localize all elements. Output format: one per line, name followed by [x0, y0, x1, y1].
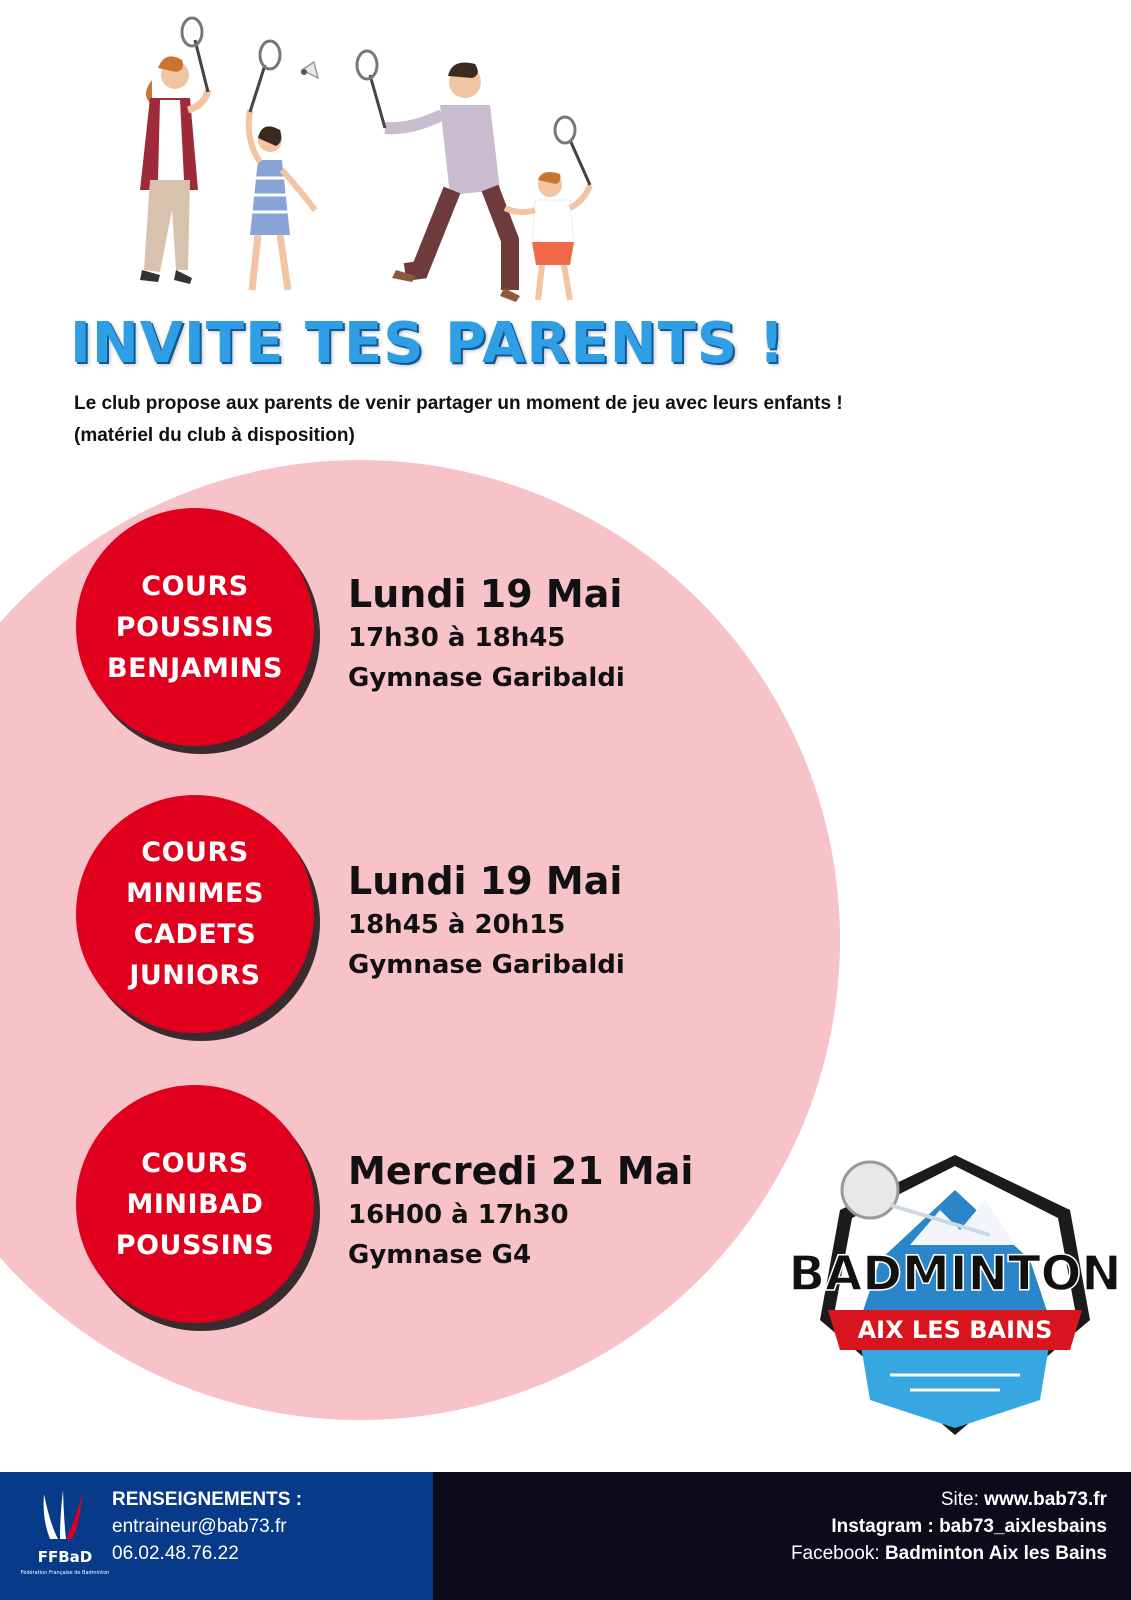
contact-email-link[interactable]: entraineur@bab73.fr — [112, 1516, 287, 1537]
facebook-line — [791, 1540, 1107, 1567]
badminton-club-logo-icon — [788, 1150, 1122, 1440]
badge-line: JUNIORS — [129, 960, 261, 991]
course-badge — [76, 795, 314, 1033]
badge-line: COURS — [141, 1147, 249, 1179]
badge-line: COURS — [141, 837, 249, 868]
site-line — [791, 1486, 1107, 1513]
session-day: Lundi 19 Mai — [348, 572, 623, 616]
session-time: 18h45 à 20h15 — [348, 910, 566, 940]
page-title: INVITE TES PARENTS ! — [70, 311, 786, 376]
ffbad-logo-small: Fédération Française de Badminton — [20, 1570, 110, 1576]
logo-line-2: AIX LES BAINS — [857, 1316, 1053, 1344]
girl-player-figure — [249, 41, 315, 290]
badge-line: BENJAMINS — [106, 652, 284, 684]
session-info — [348, 1147, 693, 1275]
contact-block — [112, 1486, 302, 1567]
course-badge — [76, 508, 314, 746]
woman-player-figure — [140, 18, 208, 284]
session-day: Mercredi 21 Mai — [348, 1149, 694, 1193]
social-links — [791, 1486, 1107, 1567]
session-time: 17h30 à 18h45 — [348, 623, 566, 653]
instagram-link[interactable]: bab73_aixlesbains — [939, 1516, 1107, 1537]
family-badminton-illustration — [80, 20, 640, 320]
contact-heading: RENSEIGNEMENTS : — [112, 1489, 303, 1510]
instagram-label: Instagram : — [831, 1516, 940, 1537]
logo-line-1: BADMINTON — [788, 1246, 1122, 1302]
badge-line: MINIBAD — [126, 1188, 264, 1220]
contact-phone: 06.02.48.76.22 — [112, 1543, 239, 1564]
course-badge — [76, 1085, 314, 1323]
footer — [0, 1472, 1131, 1600]
session-place: Gymnase G4 — [348, 1240, 532, 1270]
session-time: 16H00 à 17h30 — [348, 1200, 569, 1230]
instagram-line — [791, 1513, 1107, 1540]
facebook-link[interactable]: Badminton Aix les Bains — [884, 1543, 1107, 1564]
session-info — [348, 857, 625, 985]
intro-line-2: (matériel du club à disposition) — [74, 425, 355, 446]
session-card — [76, 795, 776, 1045]
shuttlecock-icon — [301, 62, 318, 78]
badge-line: COURS — [141, 570, 249, 602]
badge-line: MINIMES — [126, 878, 264, 909]
session-place: Gymnase Garibaldi — [348, 950, 625, 980]
badge-line: POUSSINS — [115, 611, 275, 643]
ffbad-logo-text: FFBaD — [37, 1548, 93, 1566]
intro-text — [74, 388, 1034, 452]
ffbad-logo-icon — [20, 1484, 110, 1584]
intro-line-1: Le club propose aux parents de venir partager un moment de jeu avec leurs enfants ! — [74, 393, 843, 414]
site-link[interactable]: www.bab73.fr — [984, 1489, 1107, 1510]
facebook-label: Facebook: — [790, 1543, 885, 1564]
footer-contact-panel — [0, 1472, 433, 1600]
session-place: Gymnase Garibaldi — [348, 663, 625, 693]
site-label: Site: — [940, 1489, 985, 1510]
badge-line: CADETS — [133, 919, 257, 950]
man-player-figure — [357, 51, 520, 302]
session-day: Lundi 19 Mai — [348, 859, 623, 903]
session-card — [76, 508, 776, 758]
session-card — [76, 1085, 776, 1335]
session-info — [348, 570, 625, 698]
badge-line: POUSSINS — [115, 1229, 275, 1261]
